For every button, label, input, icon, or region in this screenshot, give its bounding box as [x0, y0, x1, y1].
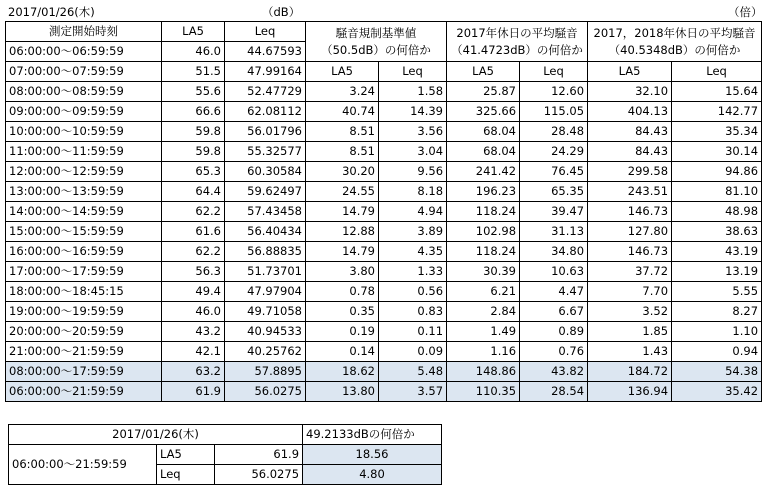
overall-ratio-table [8, 424, 442, 485]
leq-cell: 44.67593 [225, 42, 306, 62]
header-row-1 [6, 22, 762, 42]
h1718-leq-ratio: 1.10 [672, 322, 762, 342]
table-row [6, 182, 762, 202]
group-header-2017-2018-holiday: 2017，2018年休日の平均騒音（40.5348dB）の何倍か [588, 22, 762, 62]
reg-la5-ratio: 24.55 [306, 182, 379, 202]
reg-leq-ratio: 3.56 [379, 122, 447, 142]
h1718-leq-ratio: 15.64 [672, 82, 762, 102]
time-cell: 16:00:00～16:59:59 [6, 242, 162, 262]
table-row [6, 322, 762, 342]
overall-la5-value: 61.9 [215, 445, 303, 465]
h1718-la5-ratio: 32.10 [588, 82, 672, 102]
leq-cell: 56.88835 [225, 242, 306, 262]
overall-la5-label: LA5 [157, 445, 215, 465]
la5-cell: 62.2 [162, 202, 225, 222]
h1718-la5-ratio: 146.73 [588, 202, 672, 222]
h2017-la5-ratio: 1.49 [447, 322, 520, 342]
la5-cell: 62.2 [162, 242, 225, 262]
reg-leq-ratio: 14.39 [379, 102, 447, 122]
h2017-leq-ratio: 6.67 [520, 302, 588, 322]
reg-leq-ratio: 3.57 [379, 382, 447, 402]
h2017-la5-ratio: 196.23 [447, 182, 520, 202]
reg-leq-ratio: 9.56 [379, 162, 447, 182]
reg-la5-ratio: 40.74 [306, 102, 379, 122]
h1718-la5-ratio: 84.43 [588, 142, 672, 162]
h1718-leq-ratio: 30.14 [672, 142, 762, 162]
h1718-la5-ratio: 3.52 [588, 302, 672, 322]
h2017-leq-ratio: 28.54 [520, 382, 588, 402]
leq-cell: 47.97904 [225, 282, 306, 302]
reg-leq-ratio: 4.35 [379, 242, 447, 262]
sub-header-la5: LA5 [306, 62, 379, 82]
h1718-la5-ratio: 404.13 [588, 102, 672, 122]
la5-cell: 49.4 [162, 282, 225, 302]
h2017-leq-ratio: 115.05 [520, 102, 588, 122]
reg-la5-ratio: 0.19 [306, 322, 379, 342]
time-cell: 07:00:00～07:59:59 [6, 62, 162, 82]
h2017-leq-ratio: 31.13 [520, 222, 588, 242]
h2017-leq-ratio: 0.89 [520, 322, 588, 342]
h1718-leq-ratio: 5.55 [672, 282, 762, 302]
h1718-la5-ratio: 7.70 [588, 282, 672, 302]
la5-cell: 56.3 [162, 262, 225, 282]
la5-cell: 43.2 [162, 322, 225, 342]
h1718-la5-ratio: 146.73 [588, 242, 672, 262]
h2017-la5-ratio: 1.16 [447, 342, 520, 362]
table-row [6, 162, 762, 182]
group-header-regulation: 騒音規制基準値（50.5dB）の何倍か [306, 22, 447, 62]
h2017-la5-ratio: 110.35 [447, 382, 520, 402]
la5-cell: 61.6 [162, 222, 225, 242]
overall-la5-ratio: 18.56 [303, 445, 442, 465]
la5-cell: 65.3 [162, 162, 225, 182]
la5-cell: 42.1 [162, 342, 225, 362]
reg-leq-ratio: 0.56 [379, 282, 447, 302]
table-row [6, 102, 762, 122]
overall-date: 2017/01/26(木) [9, 425, 303, 445]
h1718-leq-ratio: 142.77 [672, 102, 762, 122]
unit-bai-label: （倍） [728, 5, 763, 19]
time-cell: 06:00:00～21:59:59 [6, 382, 162, 402]
reg-la5-ratio: 0.35 [306, 302, 379, 322]
h1718-leq-ratio: 94.86 [672, 162, 762, 182]
h1718-leq-ratio: 0.94 [672, 342, 762, 362]
reg-la5-ratio: 8.51 [306, 142, 379, 162]
h1718-leq-ratio: 13.19 [672, 262, 762, 282]
table-row [6, 82, 762, 102]
reg-leq-ratio: 5.48 [379, 362, 447, 382]
col-header-leq: Leq [225, 22, 306, 42]
la5-cell: 64.4 [162, 182, 225, 202]
h1718-la5-ratio: 37.72 [588, 262, 672, 282]
la5-cell: 66.6 [162, 102, 225, 122]
table-row [6, 202, 762, 222]
la5-cell: 59.8 [162, 122, 225, 142]
date-caption: 2017/01/26(木) [8, 5, 95, 19]
reg-la5-ratio: 13.80 [306, 382, 379, 402]
time-cell: 14:00:00～14:59:59 [6, 202, 162, 222]
la5-cell: 51.5 [162, 62, 225, 82]
h1718-la5-ratio: 84.43 [588, 122, 672, 142]
h2017-la5-ratio: 68.04 [447, 142, 520, 162]
h2017-la5-ratio: 118.24 [447, 202, 520, 222]
table-row [6, 62, 762, 82]
time-cell: 20:00:00～20:59:59 [6, 322, 162, 342]
leq-cell: 47.99164 [225, 62, 306, 82]
noise-ratio-table [5, 21, 762, 402]
leq-cell: 56.40434 [225, 222, 306, 242]
leq-cell: 40.25762 [225, 342, 306, 362]
leq-cell: 40.94533 [225, 322, 306, 342]
sub-header-leq: Leq [672, 62, 762, 82]
h2017-la5-ratio: 68.04 [447, 122, 520, 142]
h2017-leq-ratio: 28.48 [520, 122, 588, 142]
h1718-la5-ratio: 299.58 [588, 162, 672, 182]
reg-la5-ratio: 3.24 [306, 82, 379, 102]
la5-cell: 55.6 [162, 82, 225, 102]
h2017-leq-ratio: 65.35 [520, 182, 588, 202]
sub-header-la5: LA5 [447, 62, 520, 82]
la5-cell: 61.9 [162, 382, 225, 402]
leq-cell: 62.08112 [225, 102, 306, 122]
la5-cell: 59.8 [162, 142, 225, 162]
time-cell: 17:00:00～17:59:59 [6, 262, 162, 282]
h2017-leq-ratio: 4.47 [520, 282, 588, 302]
h2017-la5-ratio: 6.21 [447, 282, 520, 302]
h2017-leq-ratio: 76.45 [520, 162, 588, 182]
h1718-la5-ratio: 1.43 [588, 342, 672, 362]
table-row [6, 222, 762, 242]
h2017-leq-ratio: 34.80 [520, 242, 588, 262]
time-cell: 06:00:00～06:59:59 [6, 42, 162, 62]
leq-cell: 52.47729 [225, 82, 306, 102]
time-cell: 15:00:00～15:59:59 [6, 222, 162, 242]
leq-cell: 55.32577 [225, 142, 306, 162]
reg-leq-ratio: 8.18 [379, 182, 447, 202]
table-row [6, 122, 762, 142]
time-cell: 08:00:00～08:59:59 [6, 82, 162, 102]
h1718-leq-ratio: 35.42 [672, 382, 762, 402]
reg-la5-ratio: 8.51 [306, 122, 379, 142]
time-cell: 18:00:00～18:45:15 [6, 282, 162, 302]
time-cell: 08:00:00～17:59:59 [6, 362, 162, 382]
h1718-leq-ratio: 81.10 [672, 182, 762, 202]
la5-cell: 46.0 [162, 42, 225, 62]
leq-cell: 56.01796 [225, 122, 306, 142]
time-cell: 21:00:00～21:59:59 [6, 342, 162, 362]
time-cell: 13:00:00～13:59:59 [6, 182, 162, 202]
h1718-la5-ratio: 136.94 [588, 382, 672, 402]
reg-leq-ratio: 3.04 [379, 142, 447, 162]
h1718-la5-ratio: 1.85 [588, 322, 672, 342]
time-cell: 11:00:00～11:59:59 [6, 142, 162, 162]
table-row [6, 242, 762, 262]
h2017-leq-ratio: 24.29 [520, 142, 588, 162]
sub-header-la5: LA5 [588, 62, 672, 82]
reg-la5-ratio: 0.78 [306, 282, 379, 302]
reg-la5-ratio: 3.80 [306, 262, 379, 282]
unit-db-label: （dB） [262, 5, 301, 19]
col-header-time: 測定開始時刻 [6, 22, 162, 42]
h2017-la5-ratio: 2.84 [447, 302, 520, 322]
la5-cell: 46.0 [162, 302, 225, 322]
h2017-leq-ratio: 10.63 [520, 262, 588, 282]
table-row [6, 142, 762, 162]
leq-cell: 56.0275 [225, 382, 306, 402]
la5-cell: 63.2 [162, 362, 225, 382]
reg-leq-ratio: 1.58 [379, 82, 447, 102]
sub-header-leq: Leq [520, 62, 588, 82]
overall-leq-value: 56.0275 [215, 465, 303, 485]
h1718-la5-ratio: 127.80 [588, 222, 672, 242]
table-row [6, 302, 762, 322]
overall-header: 49.2133dBの何倍か [303, 425, 442, 445]
h1718-la5-ratio: 243.51 [588, 182, 672, 202]
h1718-leq-ratio: 54.38 [672, 362, 762, 382]
leq-cell: 60.30584 [225, 162, 306, 182]
h1718-leq-ratio: 43.19 [672, 242, 762, 262]
leq-cell: 51.73701 [225, 262, 306, 282]
h2017-la5-ratio: 118.24 [447, 242, 520, 262]
h2017-la5-ratio: 102.98 [447, 222, 520, 242]
reg-leq-ratio: 0.83 [379, 302, 447, 322]
leq-cell: 49.71058 [225, 302, 306, 322]
h1718-leq-ratio: 35.34 [672, 122, 762, 142]
reg-la5-ratio: 30.20 [306, 162, 379, 182]
h2017-la5-ratio: 325.66 [447, 102, 520, 122]
h2017-la5-ratio: 25.87 [447, 82, 520, 102]
reg-leq-ratio: 0.09 [379, 342, 447, 362]
reg-leq-ratio: 0.11 [379, 322, 447, 342]
table-row [9, 425, 442, 445]
reg-la5-ratio: 14.79 [306, 242, 379, 262]
reg-la5-ratio: 12.88 [306, 222, 379, 242]
h2017-la5-ratio: 30.39 [447, 262, 520, 282]
table-row [9, 445, 442, 465]
h2017-la5-ratio: 148.86 [447, 362, 520, 382]
h2017-leq-ratio: 0.76 [520, 342, 588, 362]
h1718-leq-ratio: 48.98 [672, 202, 762, 222]
leq-cell: 59.62497 [225, 182, 306, 202]
reg-leq-ratio: 3.89 [379, 222, 447, 242]
table-row [6, 262, 762, 282]
leq-cell: 57.8895 [225, 362, 306, 382]
sub-header-leq: Leq [379, 62, 447, 82]
col-header-la5: LA5 [162, 22, 225, 42]
reg-leq-ratio: 4.94 [379, 202, 447, 222]
h2017-leq-ratio: 43.82 [520, 362, 588, 382]
reg-leq-ratio: 1.33 [379, 262, 447, 282]
table-row [6, 282, 762, 302]
reg-la5-ratio: 0.14 [306, 342, 379, 362]
time-cell: 19:00:00～19:59:59 [6, 302, 162, 322]
h2017-leq-ratio: 12.60 [520, 82, 588, 102]
h1718-la5-ratio: 184.72 [588, 362, 672, 382]
reg-la5-ratio: 18.62 [306, 362, 379, 382]
overall-period: 06:00:00～21:59:59 [9, 445, 157, 485]
h1718-leq-ratio: 38.63 [672, 222, 762, 242]
h2017-la5-ratio: 241.42 [447, 162, 520, 182]
leq-cell: 57.43458 [225, 202, 306, 222]
time-cell: 09:00:00～09:59:59 [6, 102, 162, 122]
table-row [6, 342, 762, 362]
summary-row [6, 382, 762, 402]
time-cell: 10:00:00～10:59:59 [6, 122, 162, 142]
h2017-leq-ratio: 39.47 [520, 202, 588, 222]
reg-la5-ratio: 14.79 [306, 202, 379, 222]
overall-leq-ratio: 4.80 [303, 465, 442, 485]
h1718-leq-ratio: 8.27 [672, 302, 762, 322]
time-cell: 12:00:00～12:59:59 [6, 162, 162, 182]
overall-leq-label: Leq [157, 465, 215, 485]
summary-row [6, 362, 762, 382]
group-header-2017-holiday: 2017年休日の平均騒音（41.4723dB）の何倍か [447, 22, 588, 62]
